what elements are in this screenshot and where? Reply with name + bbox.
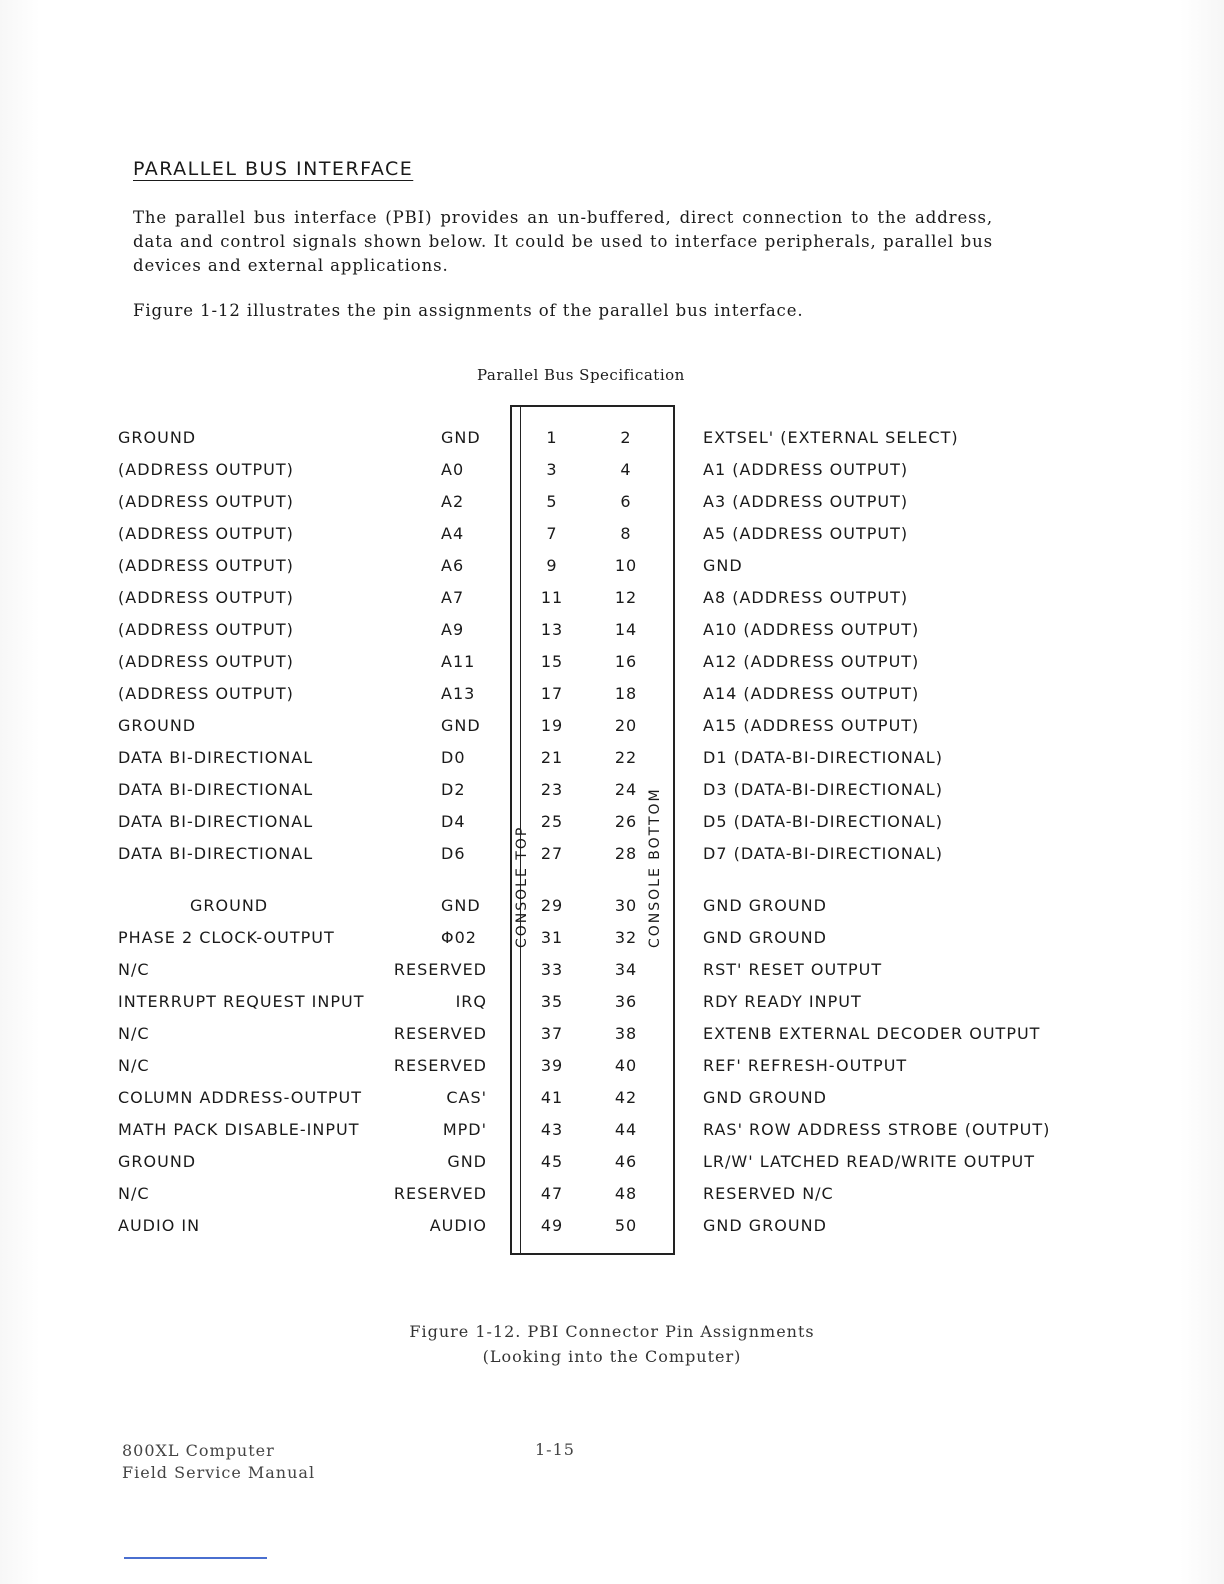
pin-left-description: DATA BI-DIRECTIONAL <box>118 748 314 767</box>
pin-number-even: 50 <box>614 1216 638 1235</box>
pin-signal-name: D4 <box>441 812 466 831</box>
pin-number-odd: 15 <box>540 652 564 671</box>
figure-subcaption: (Looking into the Computer) <box>482 1347 742 1366</box>
pin-number-even: 6 <box>620 492 632 511</box>
pin-signal-name: A4 <box>441 524 465 543</box>
pin-number-odd: 25 <box>540 812 564 831</box>
pin-left-description: (ADDRESS OUTPUT) <box>118 684 294 703</box>
pin-signal-name: A13 <box>441 684 476 703</box>
pin-right-description: REF' REFRESH-OUTPUT <box>703 1056 908 1075</box>
pin-left-description: PHASE 2 CLOCK-OUTPUT <box>118 928 335 947</box>
footer-line-2: Field Service Manual <box>122 1463 316 1482</box>
pin-number-even: 42 <box>614 1088 638 1107</box>
pin-number-even: 22 <box>614 748 638 767</box>
pin-signal-name: D6 <box>441 844 466 863</box>
pin-row <box>0 928 1224 952</box>
pin-left-description: DATA BI-DIRECTIONAL <box>118 812 314 831</box>
pin-right-description: D3 (DATA-BI-DIRECTIONAL) <box>703 780 943 799</box>
pin-row <box>0 620 1224 644</box>
pin-signal-name: D0 <box>441 748 466 767</box>
footer-title <box>122 1440 315 1484</box>
pin-signal-name: GND <box>447 1152 487 1171</box>
pin-number-even: 18 <box>614 684 638 703</box>
pin-row <box>0 812 1224 836</box>
pin-signal-name: D2 <box>441 780 466 799</box>
pin-signal-name: Φ02 <box>441 928 477 947</box>
pin-number-odd: 31 <box>540 928 564 947</box>
pin-left-description: GROUND <box>118 1152 197 1171</box>
pin-signal-name: A9 <box>441 620 465 639</box>
pin-number-even: 44 <box>614 1120 638 1139</box>
pin-row <box>0 1216 1224 1240</box>
pin-signal-name: GND <box>441 428 481 447</box>
pin-left-description: GROUND <box>190 896 269 915</box>
pin-number-odd: 27 <box>540 844 564 863</box>
pin-right-description: RESERVED N/C <box>703 1184 834 1203</box>
pin-row <box>0 524 1224 548</box>
pin-signal-name: A0 <box>441 460 465 479</box>
pin-right-description: EXTENB EXTERNAL DECODER OUTPUT <box>703 1024 1041 1043</box>
pin-right-description: EXTSEL' (EXTERNAL SELECT) <box>703 428 959 447</box>
pin-number-odd: 9 <box>546 556 558 575</box>
pin-right-description: A5 (ADDRESS OUTPUT) <box>703 524 909 543</box>
pin-right-description: GND GROUND <box>703 1216 827 1235</box>
pin-number-even: 48 <box>614 1184 638 1203</box>
pin-number-even: 12 <box>614 588 638 607</box>
pin-number-odd: 7 <box>546 524 558 543</box>
pin-number-odd: 29 <box>540 896 564 915</box>
pin-signal-name: RESERVED <box>393 1056 487 1075</box>
pin-number-odd: 13 <box>540 620 564 639</box>
pin-row <box>0 716 1224 740</box>
pin-right-description: A3 (ADDRESS OUTPUT) <box>703 492 909 511</box>
pin-signal-name: A7 <box>441 588 465 607</box>
pin-signal-name: AUDIO <box>429 1216 487 1235</box>
pin-left-description: N/C <box>118 1056 150 1075</box>
pin-left-description: N/C <box>118 1024 150 1043</box>
pin-right-description: GND GROUND <box>703 928 827 947</box>
pin-signal-name: A11 <box>441 652 476 671</box>
pin-number-odd: 41 <box>540 1088 564 1107</box>
pin-left-description: N/C <box>118 1184 150 1203</box>
pin-signal-name: RESERVED <box>393 960 487 979</box>
console-bottom-label: CONSOLE BOTTOM <box>647 787 663 948</box>
pin-right-description: GND <box>703 556 743 575</box>
pin-row <box>0 1152 1224 1176</box>
pin-number-odd: 19 <box>540 716 564 735</box>
pin-left-description: GROUND <box>118 716 197 735</box>
pin-row <box>0 460 1224 484</box>
pin-left-description: DATA BI-DIRECTIONAL <box>118 780 314 799</box>
pin-number-even: 32 <box>614 928 638 947</box>
pin-right-description: RST' RESET OUTPUT <box>703 960 883 979</box>
pin-number-even: 40 <box>614 1056 638 1075</box>
pin-right-description: RAS' ROW ADDRESS STROBE (OUTPUT) <box>703 1120 1051 1139</box>
pin-number-even: 2 <box>620 428 632 447</box>
pin-left-description: COLUMN ADDRESS-OUTPUT <box>118 1088 363 1107</box>
pin-number-even: 30 <box>614 896 638 915</box>
pin-right-description: LR/W' LATCHED READ/WRITE OUTPUT <box>703 1152 1035 1171</box>
pin-number-even: 8 <box>620 524 632 543</box>
pin-left-description: AUDIO IN <box>118 1216 201 1235</box>
footer-line-1: 800XL Computer <box>122 1441 275 1460</box>
pin-left-description: (ADDRESS OUTPUT) <box>118 556 294 575</box>
pin-number-odd: 3 <box>546 460 558 479</box>
pin-number-even: 46 <box>614 1152 638 1171</box>
pin-right-description: D7 (DATA-BI-DIRECTIONAL) <box>703 844 943 863</box>
pin-row <box>0 652 1224 676</box>
pin-number-odd: 43 <box>540 1120 564 1139</box>
pin-signal-name: A6 <box>441 556 465 575</box>
pin-row <box>0 780 1224 804</box>
pin-number-odd: 39 <box>540 1056 564 1075</box>
pin-left-description: DATA BI-DIRECTIONAL <box>118 844 314 863</box>
pin-left-description: (ADDRESS OUTPUT) <box>118 652 294 671</box>
pin-row <box>0 992 1224 1016</box>
pin-left-description: (ADDRESS OUTPUT) <box>118 620 294 639</box>
pin-number-odd: 45 <box>540 1152 564 1171</box>
figure-reference-paragraph: Figure 1-12 illustrates the pin assignments of the parallel bus interface. <box>133 301 804 320</box>
pin-number-odd: 37 <box>540 1024 564 1043</box>
section-heading: PARALLEL BUS INTERFACE <box>133 158 414 180</box>
pin-row <box>0 1088 1224 1112</box>
pin-number-even: 34 <box>614 960 638 979</box>
pin-row <box>0 1120 1224 1144</box>
pin-number-odd: 33 <box>540 960 564 979</box>
figure-caption: Figure 1-12. PBI Connector Pin Assignments <box>409 1322 815 1341</box>
pin-left-description: (ADDRESS OUTPUT) <box>118 460 294 479</box>
pin-number-even: 28 <box>614 844 638 863</box>
pin-row <box>0 588 1224 612</box>
pin-number-even: 38 <box>614 1024 638 1043</box>
pin-number-odd: 23 <box>540 780 564 799</box>
pin-row <box>0 748 1224 772</box>
pin-right-description: A12 (ADDRESS OUTPUT) <box>703 652 920 671</box>
pin-left-description: (ADDRESS OUTPUT) <box>118 588 294 607</box>
pin-right-description: D1 (DATA-BI-DIRECTIONAL) <box>703 748 943 767</box>
blue-rule <box>124 1557 267 1559</box>
pin-number-odd: 17 <box>540 684 564 703</box>
pin-row <box>0 1056 1224 1080</box>
pin-row <box>0 1024 1224 1048</box>
pin-left-description: (ADDRESS OUTPUT) <box>118 492 294 511</box>
pin-signal-name: A2 <box>441 492 465 511</box>
pin-number-odd: 11 <box>540 588 564 607</box>
pin-number-even: 24 <box>614 780 638 799</box>
pin-right-description: A1 (ADDRESS OUTPUT) <box>703 460 909 479</box>
pin-row <box>0 1184 1224 1208</box>
pin-number-odd: 5 <box>546 492 558 511</box>
pin-number-even: 10 <box>614 556 638 575</box>
pin-signal-name: GND <box>441 716 481 735</box>
pin-number-even: 20 <box>614 716 638 735</box>
pin-number-odd: 1 <box>546 428 558 447</box>
pin-right-description: A8 (ADDRESS OUTPUT) <box>703 588 909 607</box>
pin-right-description: A15 (ADDRESS OUTPUT) <box>703 716 920 735</box>
pin-signal-name: GND <box>441 896 481 915</box>
pin-right-description: GND GROUND <box>703 896 827 915</box>
pin-row <box>0 556 1224 580</box>
pin-right-description: GND GROUND <box>703 1088 827 1107</box>
pin-signal-name: IRQ <box>455 992 487 1011</box>
page-number: 1-15 <box>535 1440 575 1459</box>
pin-number-odd: 49 <box>540 1216 564 1235</box>
intro-paragraph: The parallel bus interface (PBI) provides an un-buffered, direct connection to the address, data and control signals shown below. It could be used to interface peripherals, parallel bus devices and external applications. <box>133 208 993 275</box>
pin-left-description: MATH PACK DISABLE-INPUT <box>118 1120 360 1139</box>
pin-number-odd: 47 <box>540 1184 564 1203</box>
pin-left-description: N/C <box>118 960 150 979</box>
pin-row <box>0 896 1224 920</box>
pin-signal-name: RESERVED <box>393 1024 487 1043</box>
pin-left-description: INTERRUPT REQUEST INPUT <box>118 992 365 1011</box>
pin-number-even: 16 <box>614 652 638 671</box>
pin-right-description: A10 (ADDRESS OUTPUT) <box>703 620 920 639</box>
pin-signal-name: RESERVED <box>393 1184 487 1203</box>
pin-number-even: 36 <box>614 992 638 1011</box>
pin-number-even: 4 <box>620 460 632 479</box>
pin-left-description: (ADDRESS OUTPUT) <box>118 524 294 543</box>
pin-number-odd: 21 <box>540 748 564 767</box>
pin-row <box>0 492 1224 516</box>
pin-number-even: 26 <box>614 812 638 831</box>
pin-right-description: RDY READY INPUT <box>703 992 862 1011</box>
pin-number-even: 14 <box>614 620 638 639</box>
pin-row <box>0 844 1224 868</box>
pin-right-description: D5 (DATA-BI-DIRECTIONAL) <box>703 812 943 831</box>
pin-left-description: GROUND <box>118 428 197 447</box>
pin-signal-name: CAS' <box>446 1088 487 1107</box>
console-top-label: CONSOLE TOP <box>514 825 530 948</box>
pin-row <box>0 684 1224 708</box>
pin-signal-name: MPD' <box>442 1120 487 1139</box>
spec-title: Parallel Bus Specification <box>477 366 685 384</box>
pin-row <box>0 960 1224 984</box>
pin-right-description: A14 (ADDRESS OUTPUT) <box>703 684 920 703</box>
pin-number-odd: 35 <box>540 992 564 1011</box>
pin-row <box>0 428 1224 452</box>
